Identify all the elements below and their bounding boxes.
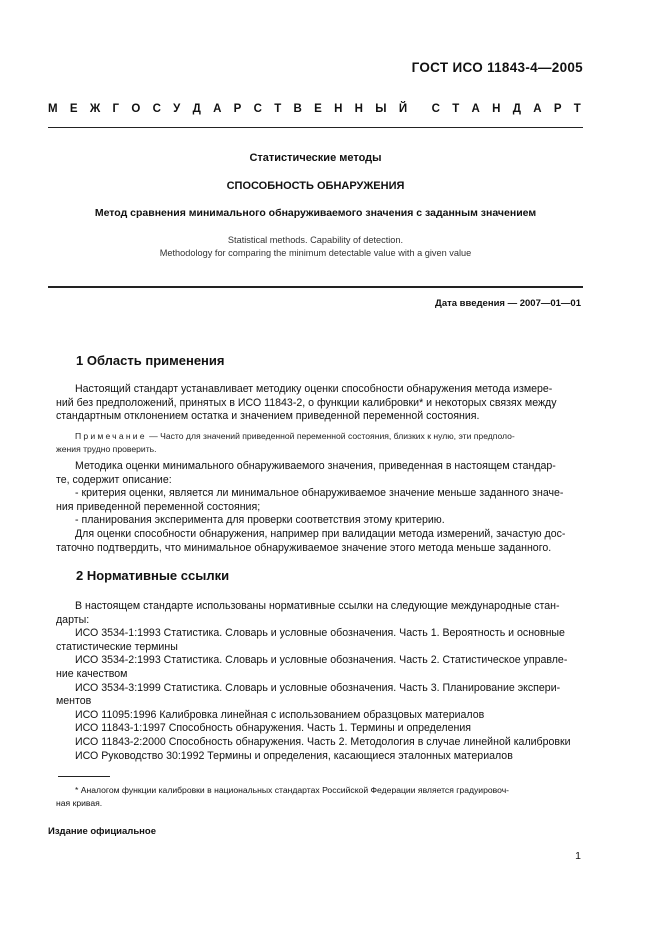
footnote-text: * Аналогом функции калибровки в национальных стандартах Российской Федерации является градуировоч- bbox=[75, 785, 510, 795]
reference-item: ИСО Руководство 30:1992 Термины и определения, касающиеся эталонных материалов bbox=[75, 749, 513, 762]
text-line: статистические термины bbox=[56, 640, 178, 653]
banner-letter: Е bbox=[69, 103, 78, 115]
banner-letter: Р bbox=[233, 103, 242, 115]
text-line: Методика оценки минимального обнаруживаемого значения, приведенная в настоящем стандар- bbox=[75, 460, 556, 472]
banner-letter: Н bbox=[334, 103, 343, 115]
reference-item: ИСО 3534-1:1993 Статистика. Словарь и условные обозначения. Часть 1. Вероятность и основные bbox=[75, 627, 565, 640]
banner-letter: Т bbox=[452, 103, 460, 115]
banner-letter: Д bbox=[192, 103, 201, 115]
section-1-heading: 1 Область применения bbox=[76, 353, 225, 368]
interstate-standard-banner bbox=[48, 103, 581, 115]
title-english-2: Methodology for comparing the minimum detectable value with a given value bbox=[159, 248, 472, 258]
note bbox=[56, 430, 581, 455]
reference-item: ИСО 3534-2:1993 Статистика. Словарь и условные обозначения. Часть 2. Статистическое управле- bbox=[75, 654, 568, 667]
banner-letter: Р bbox=[553, 103, 562, 115]
text-line: стандартным отклонением остатка и значением приведенной переменной состояния. bbox=[56, 410, 480, 423]
note-text: жения трудно проверить. bbox=[56, 443, 157, 454]
list-item: - планирования эксперимента для проверки соответствия этому критерию. bbox=[75, 514, 445, 527]
banner-letter: Й bbox=[398, 103, 408, 115]
text-line: ментов bbox=[56, 695, 92, 708]
text-line: В настоящем стандарте использованы нормативные ссылки на следующие международные стан- bbox=[75, 600, 560, 612]
text-line: Для оценки способности обнаружения, например при валидации метода измерений, зачастую дос- bbox=[75, 527, 566, 540]
title-english-1: Statistical methods. Capability of detection. bbox=[227, 235, 404, 245]
banner-letter: Т bbox=[573, 103, 581, 115]
note-label: Примечание bbox=[75, 431, 147, 441]
reference-item: ИСО 11843-1:1997 Способность обнаружения. Часть 1. Термины и определения bbox=[75, 722, 471, 735]
banner-letter: О bbox=[131, 103, 141, 115]
footnote bbox=[56, 784, 581, 809]
banner-letter: М bbox=[48, 103, 58, 115]
top-rule bbox=[48, 127, 583, 128]
text-line: те, содержит описание: bbox=[56, 473, 172, 486]
banner-letter: Ж bbox=[89, 103, 101, 115]
banner-letter: Т bbox=[274, 103, 282, 115]
section-1-paragraph-2 bbox=[56, 460, 581, 555]
footnote-text: ная кривая. bbox=[56, 797, 103, 808]
text-line: дарты: bbox=[56, 613, 90, 626]
footnote-rule bbox=[58, 776, 110, 777]
banner-letter: Н bbox=[492, 103, 501, 115]
title-main: СПОСОБНОСТЬ ОБНАРУЖЕНИЯ bbox=[226, 180, 405, 192]
banner-letter: У bbox=[173, 103, 181, 115]
text-line: ний без предположений, принятых в ИСО 11843-2, о функции калибровки* и некоторых связях между bbox=[56, 396, 557, 409]
document-id: ГОСТ ИСО 11843-4—2005 bbox=[411, 60, 583, 75]
edition-label: Издание официальное bbox=[48, 826, 156, 837]
normative-references bbox=[56, 600, 581, 763]
reference-item: ИСО 3534-3:1999 Статистика. Словарь и условные обозначения. Часть 3. Планирование экспери- bbox=[75, 681, 561, 694]
section-1-paragraph-1 bbox=[56, 383, 581, 424]
banner-letter: В bbox=[293, 103, 302, 115]
introduction-date: Дата введения — 2007—01—01 bbox=[435, 298, 581, 309]
section-2-heading: 2 Нормативные ссылки bbox=[76, 568, 230, 583]
title-category: Статистические методы bbox=[249, 152, 382, 164]
text-line: Настоящий стандарт устанавливает методику оценки способности обнаружения метода измере- bbox=[75, 383, 553, 395]
note-text: — Часто для значений приведенной переменной состояния, близких к нулю, эти предполо- bbox=[149, 431, 515, 441]
text-line: ние качеством bbox=[56, 667, 128, 680]
reference-item: ИСО 11095:1996 Калибровка линейная с использованием образцовых материалов bbox=[75, 708, 485, 721]
list-item: - критерия оценки, является ли минимальное обнаруживаемое значение меньше заданного значе- bbox=[75, 487, 564, 500]
banner-letter: Е bbox=[314, 103, 322, 115]
reference-item: ИСО 11843-2:2000 Способность обнаружения. Часть 2. Методология в случае линейной калибровки bbox=[75, 735, 571, 748]
banner-letter: Г bbox=[112, 103, 120, 115]
banner-letter: Д bbox=[512, 103, 521, 115]
banner-letter: С bbox=[431, 103, 440, 115]
title-rule bbox=[48, 286, 583, 288]
banner-letter: Н bbox=[354, 103, 363, 115]
banner-letter: А bbox=[213, 103, 222, 115]
banner-letter: А bbox=[533, 103, 542, 115]
banner-letter: С bbox=[253, 103, 262, 115]
banner-letter: А bbox=[471, 103, 480, 115]
text-line: ния приведенной переменной состояния; bbox=[56, 500, 261, 513]
page-number: 1 bbox=[575, 850, 581, 862]
text-line: таточно подтвердить, что минимальное обнаруживаемое значение этого метода меньше заданного. bbox=[56, 541, 552, 554]
title-sub: Метод сравнения минимального обнаруживаемого значения с заданным значением bbox=[94, 207, 537, 219]
banner-letter: Ы bbox=[375, 103, 387, 115]
banner-letter: С bbox=[152, 103, 161, 115]
